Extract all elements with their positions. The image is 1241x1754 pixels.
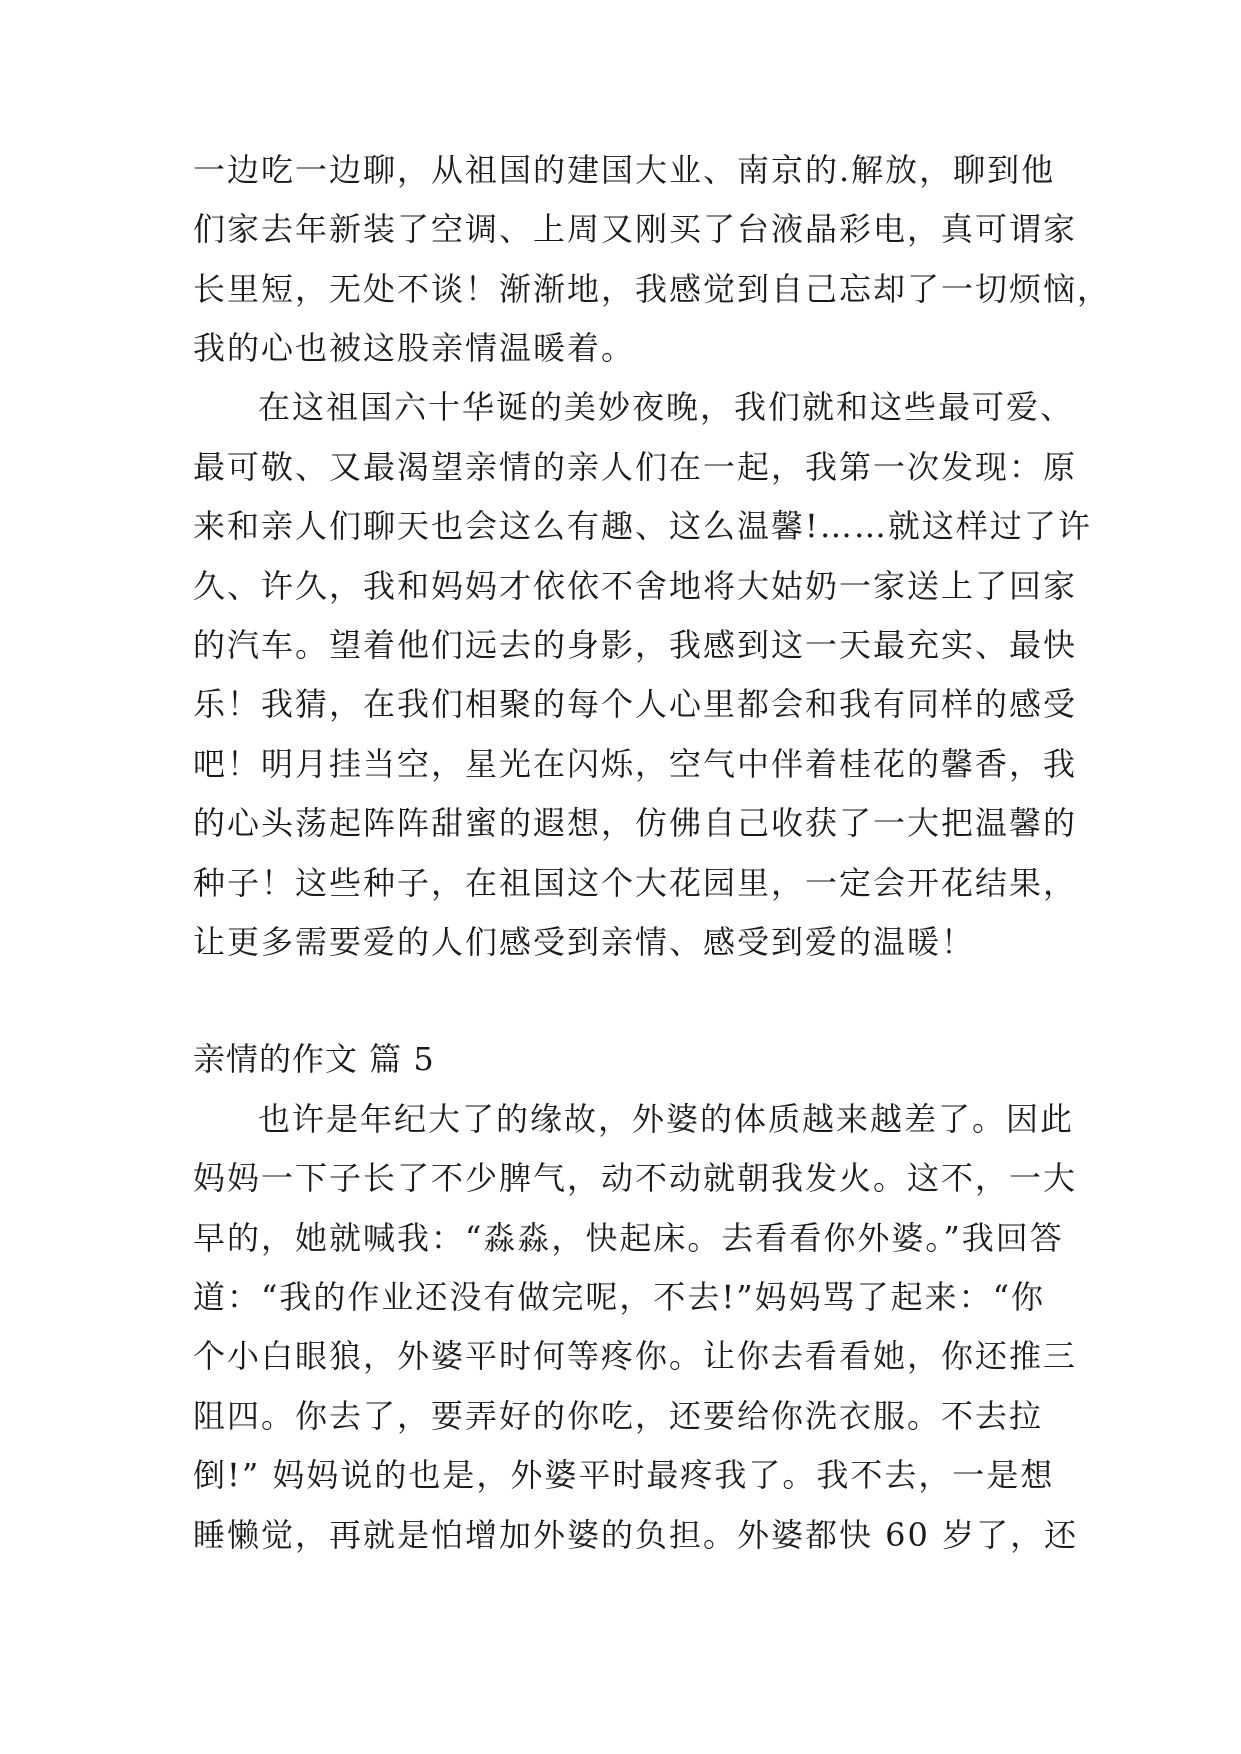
text-line: 吧！明月挂当空，星光在闪烁，空气中伴着桂花的馨香，我: [193, 745, 1078, 783]
text-line: 久、许久，我和妈妈才依依不舍地将大姑奶一家送上了回家: [193, 567, 1078, 605]
text-line: 我的心也被这股亲情温暖着。: [193, 329, 636, 367]
text-line: 的汽车。望着他们远去的身影，我感到这一天最充实、最快: [193, 626, 1078, 664]
text-line: 倒!” 妈妈说的也是，外婆平时最疼我了。我不去，一是想: [193, 1456, 1055, 1494]
text-line: 阻四。你去了，要弄好的你吃，还要给你洗衣服。不去拉: [193, 1397, 1044, 1435]
text-line: 的心头荡起阵阵甜蜜的遐想，仿佛自己收获了一大把温馨的: [193, 804, 1078, 842]
paragraph-first-line: 也许是年纪大了的缘故，外婆的体质越来越差了。因此: [258, 1100, 1075, 1138]
text-line: 道：“我的作业还没有做完呢，不去!”妈妈骂了起来：“你: [193, 1278, 1045, 1316]
text-line: 妈妈一下子长了不少脾气，动不动就朝我发火。这不，一大: [193, 1159, 1078, 1197]
text-line: 最可敬、又最渴望亲情的亲人们在一起，我第一次发现：原: [193, 448, 1078, 486]
text-line: 们家去年新装了空调、上周又刚买了台液晶彩电，真可谓家: [193, 210, 1078, 248]
text-line: 来和亲人们聊天也会这么有趣、这么温馨!……就这样过了许: [193, 507, 1092, 545]
paragraph-first-line: 在这祖国六十华诞的美妙夜晚，我们就和这些最可爱、: [258, 388, 1075, 426]
text-line: 让更多需要爱的人们感受到亲情、感受到爱的温暖！: [193, 923, 976, 961]
text-line: 早的，她就喊我：“淼淼，快起床。去看看你外婆。”我回答: [193, 1219, 1064, 1257]
section-heading: 亲情的作文 篇 5: [193, 1040, 435, 1078]
text-line: 长里短，无处不谈！渐渐地，我感觉到自己忘却了一切烦恼，: [193, 270, 1112, 308]
text-line: 一边吃一边聊，从祖国的建国大业、南京的.解放，聊到他: [193, 151, 1056, 189]
text-line: 睡懒觉，再就是怕增加外婆的负担。外婆都快 60 岁了，还: [193, 1516, 1079, 1554]
text-line: 乐！我猜，在我们相聚的每个人心里都会和我有同样的感受: [193, 685, 1078, 723]
text-line: 种子！这些种子，在祖国这个大花园里，一定会开花结果，: [193, 864, 1078, 902]
text-line: 个小白眼狼，外婆平时何等疼你。让你去看看她，你还推三: [193, 1337, 1078, 1375]
